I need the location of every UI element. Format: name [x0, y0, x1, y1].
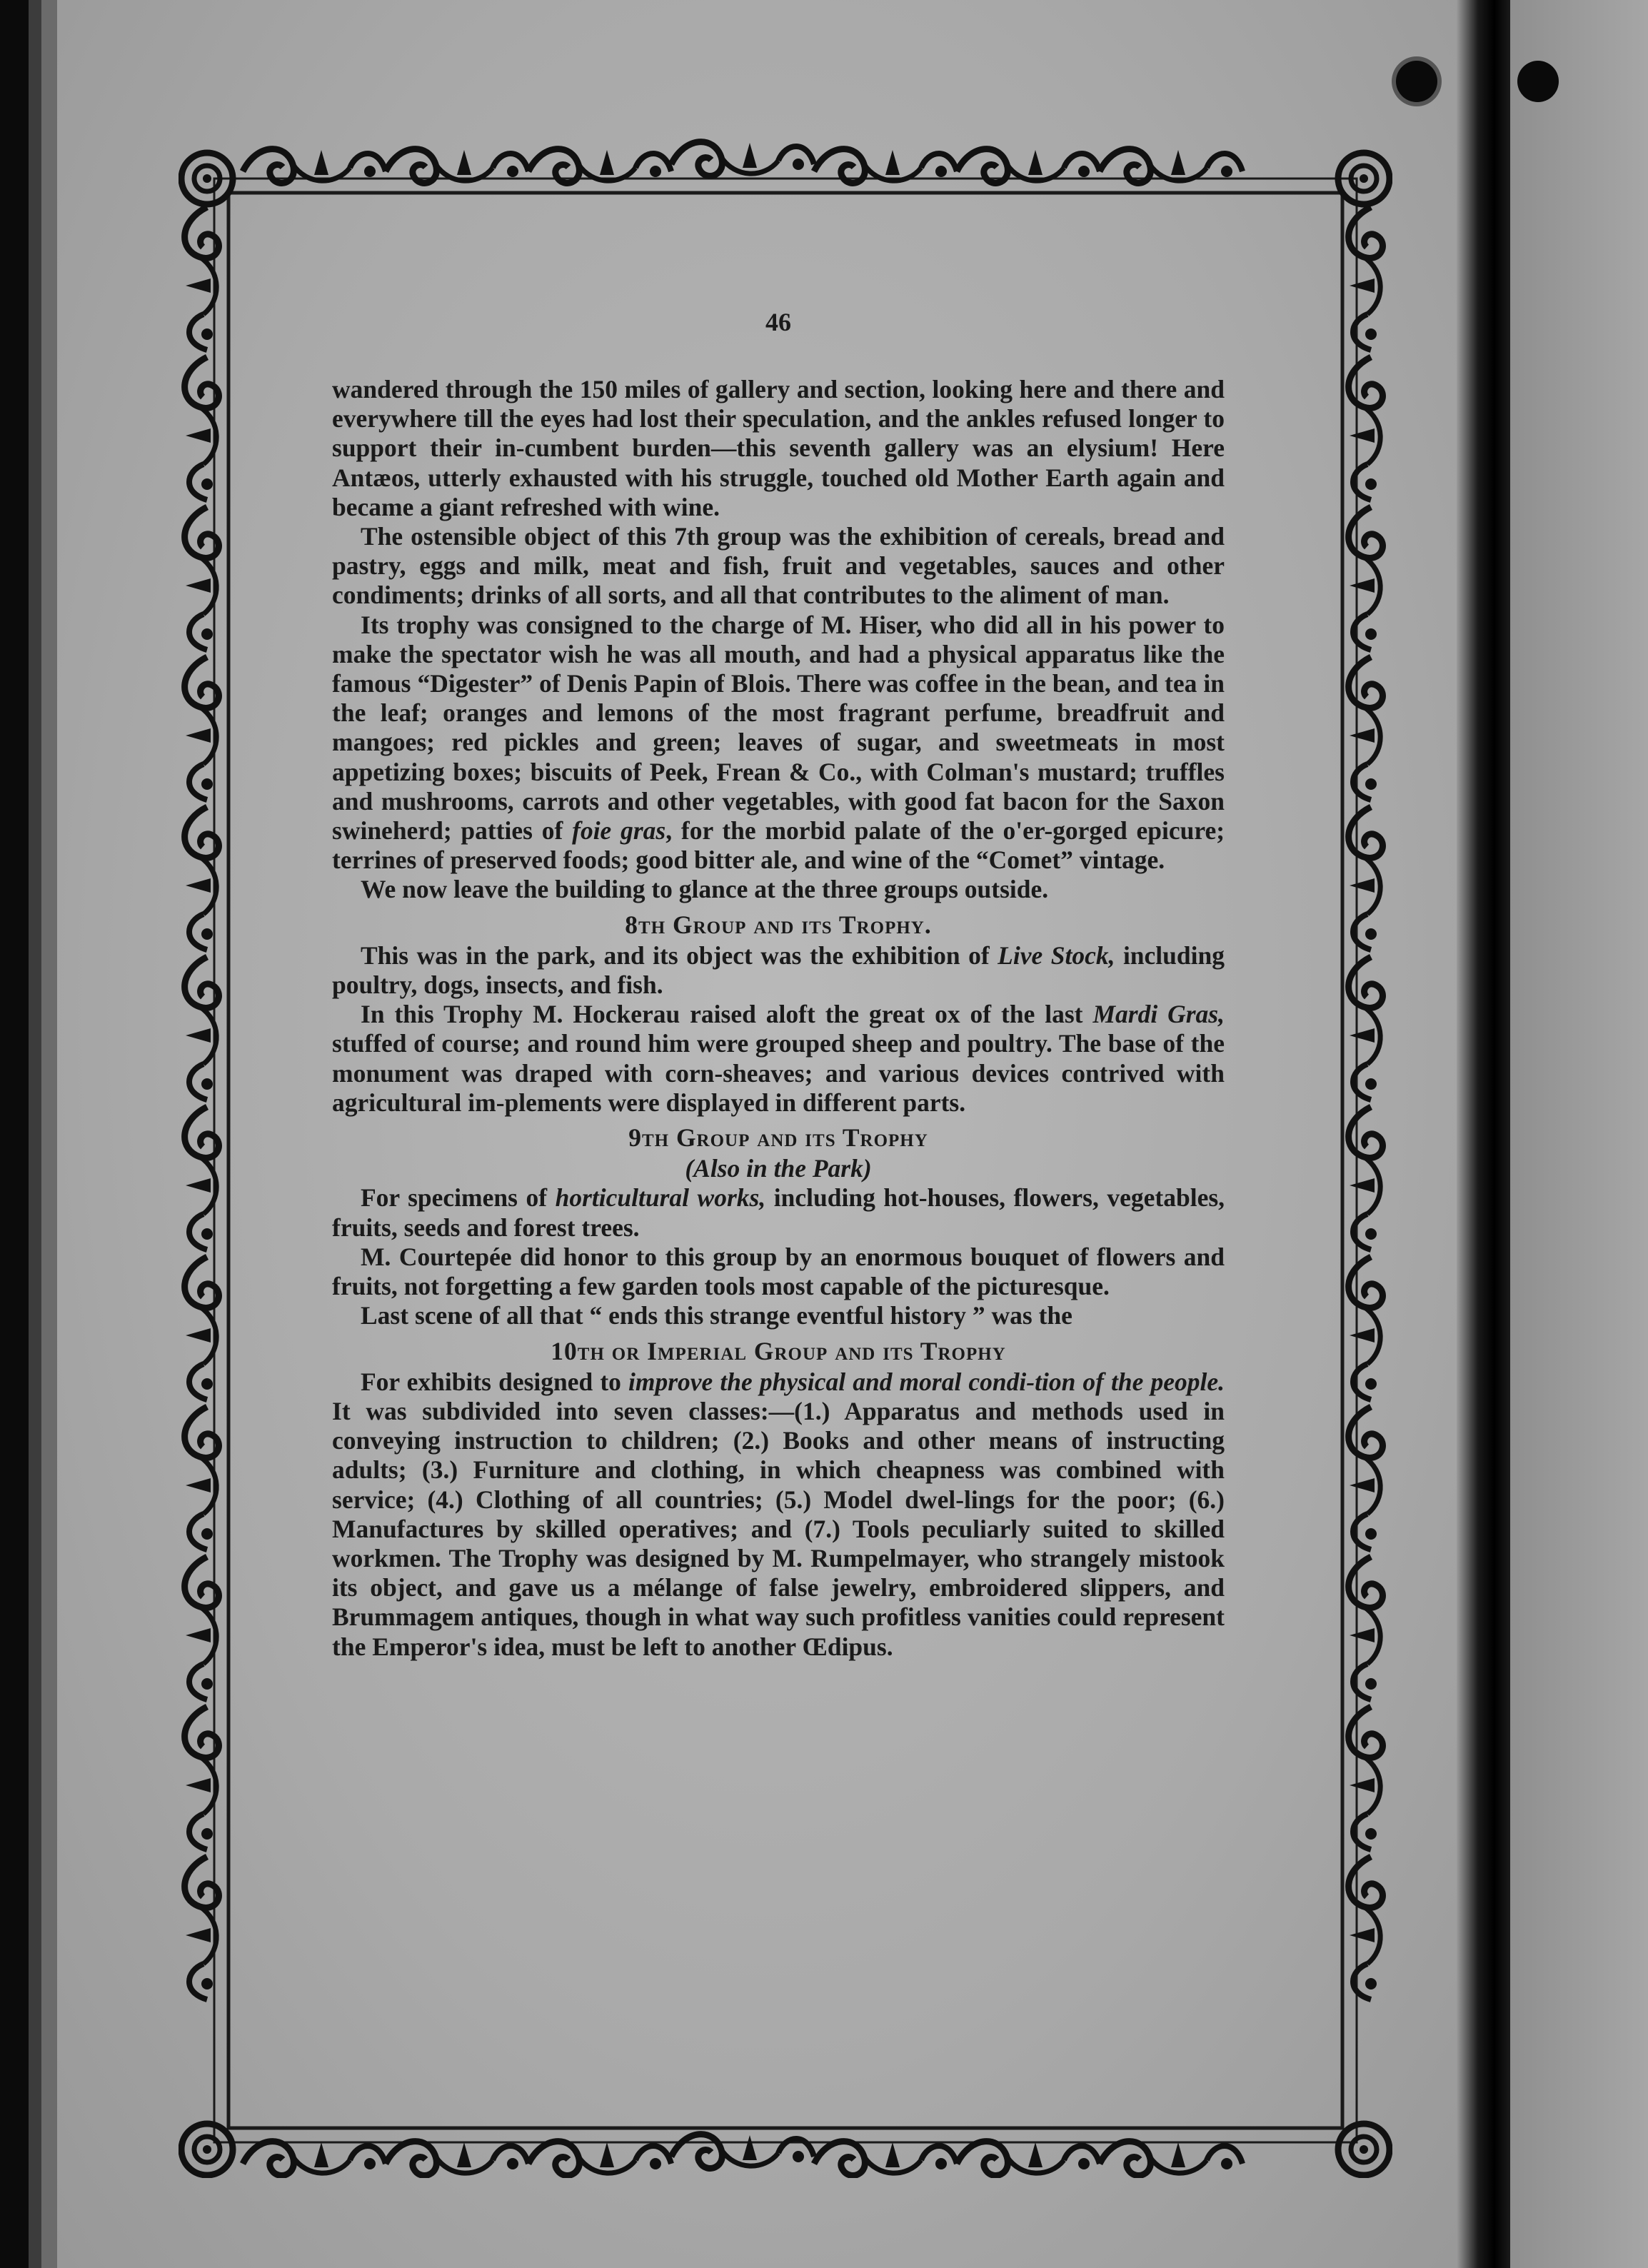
section-heading: 10th or Imperial Group and its Trophy	[551, 1336, 1006, 1365]
paragraph: In this Trophy M. Hockerau raised aloft the great ox of the last Mardi Gras, stuffed of course; and round him were grouped sheep and poultry. The base of the monument was draped with corn-sheaves; and various devices contrived with agricultural im-plements were displayed in different parts.	[332, 1000, 1225, 1117]
paragraph: The ostensible object of this 7th group was the exhibition of cereals, bread and pastry, eggs and milk, meat and fish, fruit and vegetables, sauces and other condiments; drinks of all sorts, and all that contributes to the aliment of man.	[332, 522, 1225, 610]
section-heading: 9th Group and its Trophy	[628, 1123, 928, 1153]
adjacent-page	[1510, 0, 1648, 2268]
paragraph: We now leave the building to glance at the three groups outside.	[361, 875, 1049, 904]
scan-left-edge	[0, 0, 57, 2268]
paragraph: For exhibits designed to improve the physical and moral condi-tion of the people. It was subdivided into seven classes:—(1.) Apparatus and methods used in conveying instruction to children; (2.) Books and other means of instructing adults; (3.) Furniture and clothing, in which cheapness was combined with service; (4.) Clothing of all countries; (5.) Model dwel-lings for the poor; (6.) Manufactures by skilled operatives; and (7.) Tools peculiarly suited to skilled workmen. The Trophy was designed by M. Rumpelmayer, who strangely mistook its object, and gave us a mélange of false jewelry, embroidered slippers, and Brummagem antiques, though in what way such profitless vanities could represent the Emperor's idea, must be left to another Œdipus.	[332, 1367, 1225, 1661]
page-number: 46	[765, 308, 791, 336]
paragraph: This was in the park, and its object was the exhibition of Live Stock, including poultry, dogs, insects, and fish.	[332, 940, 1225, 1000]
paragraph: wandered through the 150 miles of gallery and section, looking here and there and everywhere till the eyes had lost their speculation, and the ankles refused longer to support their in-cumbent burden—this seventh gallery was an elysium! Here Antæos, utterly exhausted with his struggle, touched old Mother Earth again and became a giant refreshed with wine.	[332, 375, 1225, 521]
paragraph: Its trophy was consigned to the charge of M. Hiser, who did all in his power to make the spectator wish he was all mouth, and had a physical apparatus like the famous “Digester” of Denis Papin of Blois. There was coffee in the bean, and tea in the leaf; oranges and lemons of the most fragrant perfume, breadfruit and mangoes; red pickles and green; leaves of sugar, and sweetmeats in most appetizing boxes; biscuits of Peek, Frean & Co., with Colman's mustard; truffles and mushrooms, carrots and other vegetables, with good fat bacon for the Saxon swineherd; patties of foie gras, for the morbid palate of the o'er-gorged epicure; terrines of preserved foods; good bitter ale, and wine of the “Comet” vintage.	[332, 610, 1225, 875]
section-subheading: (Also in the Park)	[685, 1154, 872, 1183]
binding-hole-icon	[1396, 61, 1437, 102]
paragraph: M. Courtepée did honor to this group by an enormous bouquet of flowers and fruits, not forgetting a few garden tools most capable of the picturesque.	[332, 1242, 1225, 1301]
binding-hole-icon	[1517, 61, 1559, 102]
paragraph: For specimens of horticultural works, including hot-houses, flowers, vegetables, fruits, seeds and forest trees.	[332, 1183, 1225, 1242]
section-heading: 8th Group and its Trophy.	[625, 910, 932, 939]
paragraph: Last scene of all that “ ends this strange eventful history ” was the	[361, 1301, 1072, 1330]
page-text	[332, 375, 1225, 1662]
book-gutter	[1457, 0, 1510, 2268]
